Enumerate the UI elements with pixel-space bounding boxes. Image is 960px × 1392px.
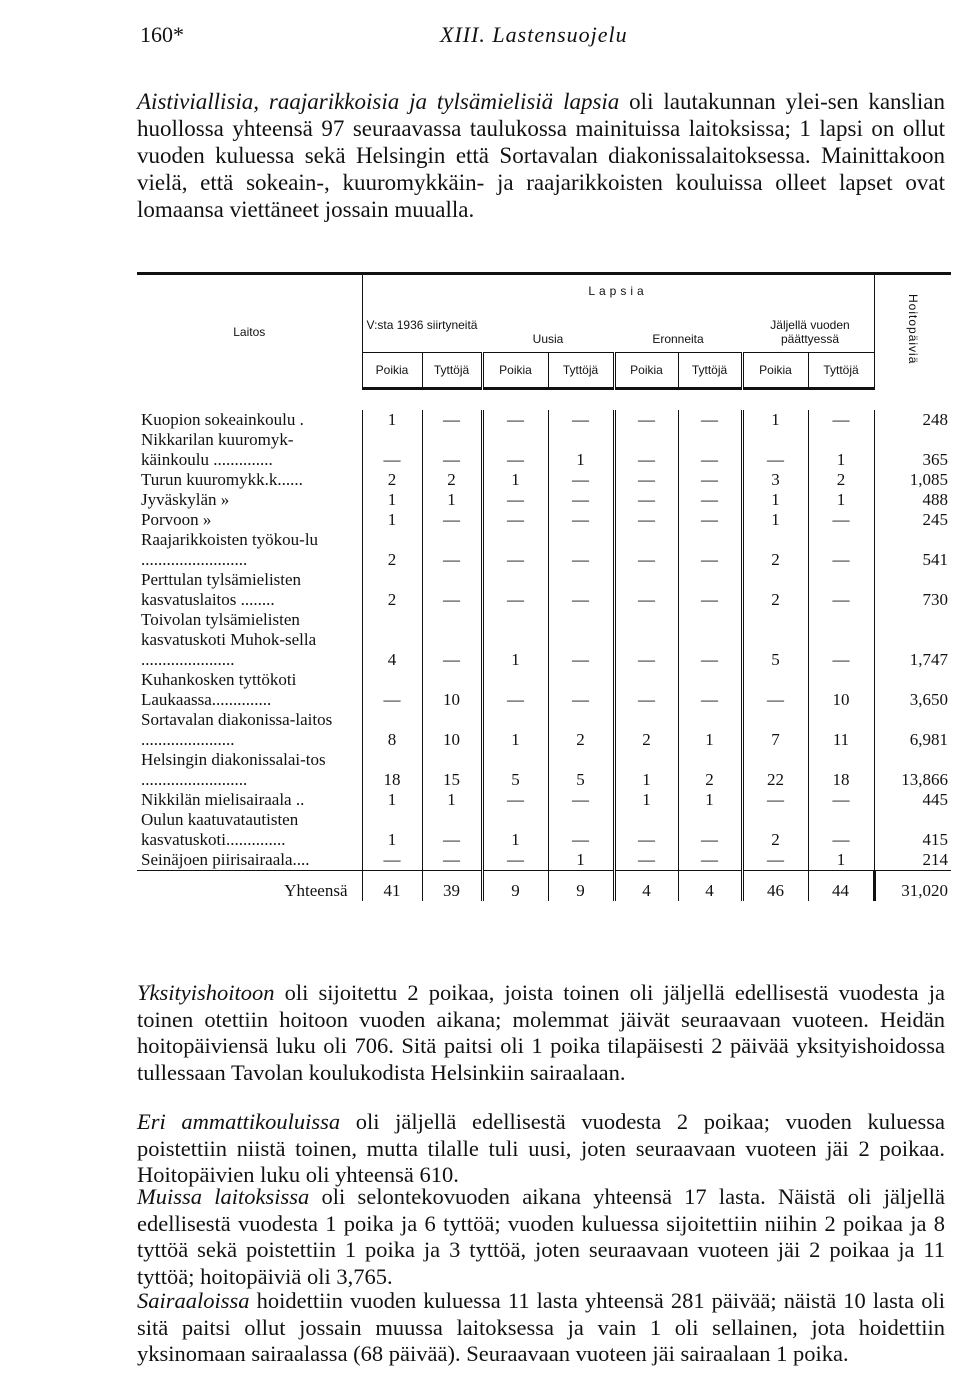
hoitopaivia-cell: 445 bbox=[874, 790, 951, 810]
hoitopaivia-cell: 248 bbox=[874, 410, 951, 430]
count-cell: 1 bbox=[482, 810, 548, 850]
count-cell: — bbox=[482, 510, 548, 530]
group-siirtyneita: V:sta 1936 siirtyneitä bbox=[366, 318, 478, 332]
count-cell: 1 bbox=[808, 850, 874, 871]
count-cell: — bbox=[808, 530, 874, 570]
institution-name: Kuopion sokeainkoulu . bbox=[141, 410, 304, 429]
count-cell: 9 bbox=[482, 871, 548, 902]
count-cell: — bbox=[614, 530, 678, 570]
count-cell: — bbox=[678, 850, 742, 871]
count-cell: — bbox=[422, 570, 482, 610]
page-number: 160* bbox=[140, 22, 184, 47]
count-cell: — bbox=[678, 470, 742, 490]
count-cell: — bbox=[678, 490, 742, 510]
count-cell: 2 bbox=[362, 530, 422, 570]
table-row bbox=[137, 850, 951, 871]
count-cell: 1 bbox=[422, 790, 482, 810]
count-cell: — bbox=[548, 670, 614, 710]
table-row bbox=[137, 750, 951, 790]
count-cell: 2 bbox=[548, 710, 614, 750]
count-cell: — bbox=[422, 430, 482, 470]
count-cell: — bbox=[614, 610, 678, 670]
institution-name: Nikkilän mielisairaala .. bbox=[141, 790, 305, 809]
count-cell: 2 bbox=[742, 810, 808, 850]
table-row bbox=[137, 570, 951, 610]
paragraph-ammattikouluissa bbox=[137, 1109, 945, 1189]
count-cell: — bbox=[614, 470, 678, 490]
count-cell: 1 bbox=[678, 790, 742, 810]
institution-name: Sortavalan diakonissa-laitos ...................... bbox=[141, 710, 333, 749]
table-body bbox=[137, 389, 951, 902]
count-cell: 1 bbox=[742, 410, 808, 430]
table-row bbox=[137, 490, 951, 510]
count-cell: 1 bbox=[678, 710, 742, 750]
count-cell: — bbox=[678, 670, 742, 710]
count-cell: 1 bbox=[548, 850, 614, 871]
count-cell: 1 bbox=[362, 490, 422, 510]
institution-name: Kuhankosken tyttökoti Laukaassa.............. bbox=[141, 670, 297, 709]
hoitopaivia-cell: 730 bbox=[874, 570, 951, 610]
count-cell: — bbox=[808, 810, 874, 850]
count-cell: — bbox=[614, 410, 678, 430]
header-hoitopaivia bbox=[874, 274, 951, 389]
count-cell: — bbox=[548, 490, 614, 510]
header-laitos: Laitos bbox=[233, 324, 266, 339]
count-cell: — bbox=[548, 510, 614, 530]
header-poikia-3: Poikia bbox=[614, 353, 678, 389]
count-cell: — bbox=[678, 610, 742, 670]
lead-ammattikouluissa: Eri ammattikouluissa bbox=[137, 1109, 341, 1134]
count-cell: — bbox=[614, 430, 678, 470]
count-cell: 1 bbox=[362, 790, 422, 810]
count-cell: 1 bbox=[482, 610, 548, 670]
count-cell: 9 bbox=[548, 871, 614, 902]
count-cell: 1 bbox=[362, 410, 422, 430]
count-cell: 3 bbox=[742, 470, 808, 490]
count-cell: 1 bbox=[482, 710, 548, 750]
count-cell: — bbox=[742, 790, 808, 810]
table-row bbox=[137, 410, 951, 430]
institution-name: Raajarikkoisten työkou-lu ......................... bbox=[141, 530, 319, 569]
count-cell: — bbox=[808, 410, 874, 430]
hoitopaivia-cell: 415 bbox=[874, 810, 951, 850]
count-cell: — bbox=[482, 410, 548, 430]
hoitopaivia-cell: 541 bbox=[874, 530, 951, 570]
count-cell: — bbox=[482, 430, 548, 470]
text-yksityishoitoon: oli sijoitettu 2 poikaa, joista toinen oli jäljellä edellisestä vuodesta ja toinen otettiin hoitoon vuoden aikana; molemmat jäivät seuraavaan vuoteen. Heidän hoitopäiviensä luku oli 706. Sitä paitsi oli 1 poika tilapäisesti 2 päivää yksityishoidossa tullessaan Tavolan koulukodista Helsinkiin sairaalaan. bbox=[137, 980, 945, 1085]
count-cell: 10 bbox=[422, 710, 482, 750]
count-cell: 8 bbox=[362, 710, 422, 750]
count-cell: 1 bbox=[614, 750, 678, 790]
count-cell: — bbox=[548, 810, 614, 850]
count-cell: 41 bbox=[362, 871, 422, 902]
count-cell: 1 bbox=[742, 510, 808, 530]
paragraph-sairaaloissa bbox=[137, 1288, 945, 1368]
count-cell: — bbox=[614, 670, 678, 710]
count-cell: 2 bbox=[742, 530, 808, 570]
hoitopaivia-cell: 214 bbox=[874, 850, 951, 871]
hoitopaivia-cell: 1,085 bbox=[874, 470, 951, 490]
total-row bbox=[137, 871, 951, 902]
institution-name: Helsingin diakonissalai-tos ......................... bbox=[141, 750, 326, 789]
hoitopaivia-cell: 1,747 bbox=[874, 610, 951, 670]
count-cell: 1 bbox=[614, 790, 678, 810]
count-cell: — bbox=[808, 570, 874, 610]
intro-text: oli lautakunnan ylei-sen kanslian huollossa yhteensä 97 seuraavassa taulukossa mainituissa laitoksissa; 1 lapsi on ollut vuoden kuluessa sekä Helsingin että Sortavalan diakonissalaitoksessa. Mainittakoon vielä, että sokeain-, kuuromykkäin- ja raajarikkoisten kouluissa olleet lapset ovat lomaansa viettäneet jossain muualla. bbox=[137, 89, 945, 222]
count-cell: 46 bbox=[742, 871, 808, 902]
header-poikia-1: Poikia bbox=[362, 353, 422, 389]
text-muissa-laitoksissa: oli selontekovuoden aikana yhteensä 17 lasta. Näistä oli jäljellä edellisestä vuodesta 1 poika ja 6 tyttöä; vuoden kuluessa sijoitettiin niihin 2 poikaa ja 8 tyttöä sekä poistettiin 1 poika ja 3 tyttöä, joten seuraavaan vuoteen jäi 2 poikaa ja 11 tyttöä; hoitopäiviä oli 3,765. bbox=[137, 1184, 945, 1289]
institution-name: Toivolan tylsämielisten kasvatuskoti Muhok-sella ...................... bbox=[141, 610, 317, 669]
paragraph-yksityishoitoon bbox=[137, 980, 945, 1086]
text-sairaaloissa: hoidettiin vuoden kuluessa 11 lasta yhteensä 281 päivää; näistä 10 lasta oli sitä paitsi ollut jossain muussa laitoksessa ja vain 1 oli sellainen, jota hoidettiin yksinomaan sairaalassa (68 päivää). Seuraavaan vuoteen jäi sairaalaan 1 poika. bbox=[137, 1288, 945, 1366]
count-cell: — bbox=[678, 810, 742, 850]
count-cell: — bbox=[742, 670, 808, 710]
count-cell: — bbox=[482, 790, 548, 810]
hoitopaivia-cell: 488 bbox=[874, 490, 951, 510]
count-cell: — bbox=[422, 810, 482, 850]
count-cell: 1 bbox=[482, 470, 548, 490]
count-cell: — bbox=[808, 790, 874, 810]
text-ammattikouluissa: oli jäljellä edellisestä vuodesta 2 poikaa; vuoden kuluessa poistettiin niistä toinen, mutta tilalle tuli uusi, joten seuraavaan vuoteen jäi 2 poikaa. Hoitopäivien luku oli yhteensä 610. bbox=[137, 1109, 945, 1187]
count-cell: — bbox=[422, 850, 482, 871]
table-row bbox=[137, 470, 951, 490]
count-cell: — bbox=[422, 410, 482, 430]
table-row bbox=[137, 610, 951, 670]
count-cell: 1 bbox=[422, 490, 482, 510]
count-cell: 44 bbox=[808, 871, 874, 902]
hoitopaivia-cell: 13,866 bbox=[874, 750, 951, 790]
count-cell: — bbox=[362, 850, 422, 871]
count-cell: — bbox=[548, 410, 614, 430]
count-cell: — bbox=[742, 430, 808, 470]
count-cell: 1 bbox=[362, 510, 422, 530]
count-cell: — bbox=[482, 570, 548, 610]
header-tyttoja-3: Tyttöjä bbox=[678, 353, 742, 389]
institution-name: Perttulan tylsämielisten kasvatuslaitos ........ bbox=[141, 570, 302, 609]
table-row bbox=[137, 810, 951, 850]
paragraph-muissa-laitoksissa bbox=[137, 1184, 945, 1290]
count-cell: — bbox=[548, 570, 614, 610]
hoitopaivia-cell: 31,020 bbox=[874, 871, 951, 902]
count-cell: 5 bbox=[548, 750, 614, 790]
count-cell: 2 bbox=[422, 470, 482, 490]
group-uusia: Uusia bbox=[532, 332, 564, 346]
header-hoitopaivia-label: Hoitopäiviä bbox=[905, 293, 920, 364]
header-poikia-4: Poikia bbox=[742, 353, 808, 389]
count-cell: — bbox=[548, 610, 614, 670]
table-row bbox=[137, 790, 951, 810]
institution-name: Seinäjoen piirisairaala.... bbox=[141, 850, 310, 869]
table-row bbox=[137, 530, 951, 570]
table-row bbox=[137, 510, 951, 530]
count-cell: — bbox=[678, 510, 742, 530]
count-cell: — bbox=[614, 570, 678, 610]
count-cell: — bbox=[362, 670, 422, 710]
institution-name: Jyväskylän » bbox=[141, 490, 230, 509]
header-tyttoja-2: Tyttöjä bbox=[548, 353, 614, 389]
count-cell: 22 bbox=[742, 750, 808, 790]
lead-yksityishoitoon: Yksityishoitoon bbox=[137, 980, 275, 1005]
count-cell: — bbox=[482, 850, 548, 871]
count-cell: 2 bbox=[614, 710, 678, 750]
count-cell: 1 bbox=[548, 430, 614, 470]
header-lapsia: Lapsia bbox=[362, 274, 874, 353]
count-cell: 18 bbox=[808, 750, 874, 790]
page-header bbox=[140, 22, 940, 56]
count-cell: — bbox=[742, 850, 808, 871]
count-cell: 5 bbox=[482, 750, 548, 790]
lead-sairaaloissa: Sairaaloissa bbox=[137, 1288, 250, 1313]
hoitopaivia-cell: 3,650 bbox=[874, 670, 951, 710]
header-tyttoja-4: Tyttöjä bbox=[808, 353, 874, 389]
lead-muissa-laitoksissa: Muissa laitoksissa bbox=[137, 1184, 310, 1209]
institution-name: Nikkarilan kuuromyk-käinkoulu .............. bbox=[141, 430, 294, 469]
count-cell: — bbox=[614, 490, 678, 510]
group-jaljella: Jäljellä vuoden päättyessä bbox=[770, 318, 850, 346]
intro-paragraph bbox=[137, 88, 945, 223]
institution-name: Oulun kaatuvatautisten kasvatuskoti.............. bbox=[141, 810, 299, 849]
count-cell: 4 bbox=[614, 871, 678, 902]
count-cell: — bbox=[482, 530, 548, 570]
count-cell: — bbox=[678, 530, 742, 570]
count-cell: — bbox=[548, 530, 614, 570]
count-cell: 15 bbox=[422, 750, 482, 790]
count-cell: 2 bbox=[678, 750, 742, 790]
count-cell: — bbox=[678, 570, 742, 610]
count-cell: — bbox=[808, 610, 874, 670]
header-tyttoja-1: Tyttöjä bbox=[422, 353, 482, 389]
count-cell: — bbox=[548, 470, 614, 490]
count-cell: 39 bbox=[422, 871, 482, 902]
group-headers bbox=[362, 318, 882, 364]
count-cell: — bbox=[614, 850, 678, 871]
count-cell: 2 bbox=[362, 570, 422, 610]
hoitopaivia-cell: 6,981 bbox=[874, 710, 951, 750]
count-cell: — bbox=[422, 530, 482, 570]
hoitopaivia-cell: 245 bbox=[874, 510, 951, 530]
count-cell: — bbox=[482, 490, 548, 510]
table-row bbox=[137, 670, 951, 710]
count-cell: — bbox=[362, 430, 422, 470]
hoitopaivia-cell: 365 bbox=[874, 430, 951, 470]
count-cell: 1 bbox=[742, 490, 808, 510]
total-label: Yhteensä bbox=[137, 871, 362, 902]
count-cell: 4 bbox=[362, 610, 422, 670]
count-cell: — bbox=[678, 410, 742, 430]
count-cell: — bbox=[548, 790, 614, 810]
count-cell: 18 bbox=[362, 750, 422, 790]
running-title: XIII. Lastensuojelu bbox=[440, 22, 628, 47]
count-cell: 10 bbox=[422, 670, 482, 710]
count-cell: 2 bbox=[362, 470, 422, 490]
count-cell: 1 bbox=[808, 430, 874, 470]
count-cell: 11 bbox=[808, 710, 874, 750]
count-cell: — bbox=[422, 610, 482, 670]
intro-lead: Aistiviallisia, raajarikkoisia ja tylsämielisiä lapsia bbox=[137, 89, 620, 114]
institution-name: Porvoon » bbox=[141, 510, 212, 529]
institution-name: Turun kuuromykk.k...... bbox=[141, 470, 303, 489]
count-cell: 1 bbox=[808, 490, 874, 510]
statistics-table bbox=[137, 272, 951, 901]
count-cell: — bbox=[614, 510, 678, 530]
table-row bbox=[137, 430, 951, 470]
count-cell: — bbox=[808, 510, 874, 530]
count-cell: — bbox=[482, 670, 548, 710]
count-cell: 10 bbox=[808, 670, 874, 710]
count-cell: — bbox=[422, 510, 482, 530]
count-cell: 7 bbox=[742, 710, 808, 750]
count-cell: — bbox=[614, 810, 678, 850]
count-cell: 2 bbox=[742, 570, 808, 610]
count-cell: 1 bbox=[362, 810, 422, 850]
count-cell: 2 bbox=[808, 470, 874, 490]
group-eronneita: Eronneita bbox=[652, 332, 704, 346]
table-row bbox=[137, 710, 951, 750]
count-cell: 5 bbox=[742, 610, 808, 670]
header-poikia-2: Poikia bbox=[482, 353, 548, 389]
count-cell: 4 bbox=[678, 871, 742, 902]
count-cell: — bbox=[678, 430, 742, 470]
